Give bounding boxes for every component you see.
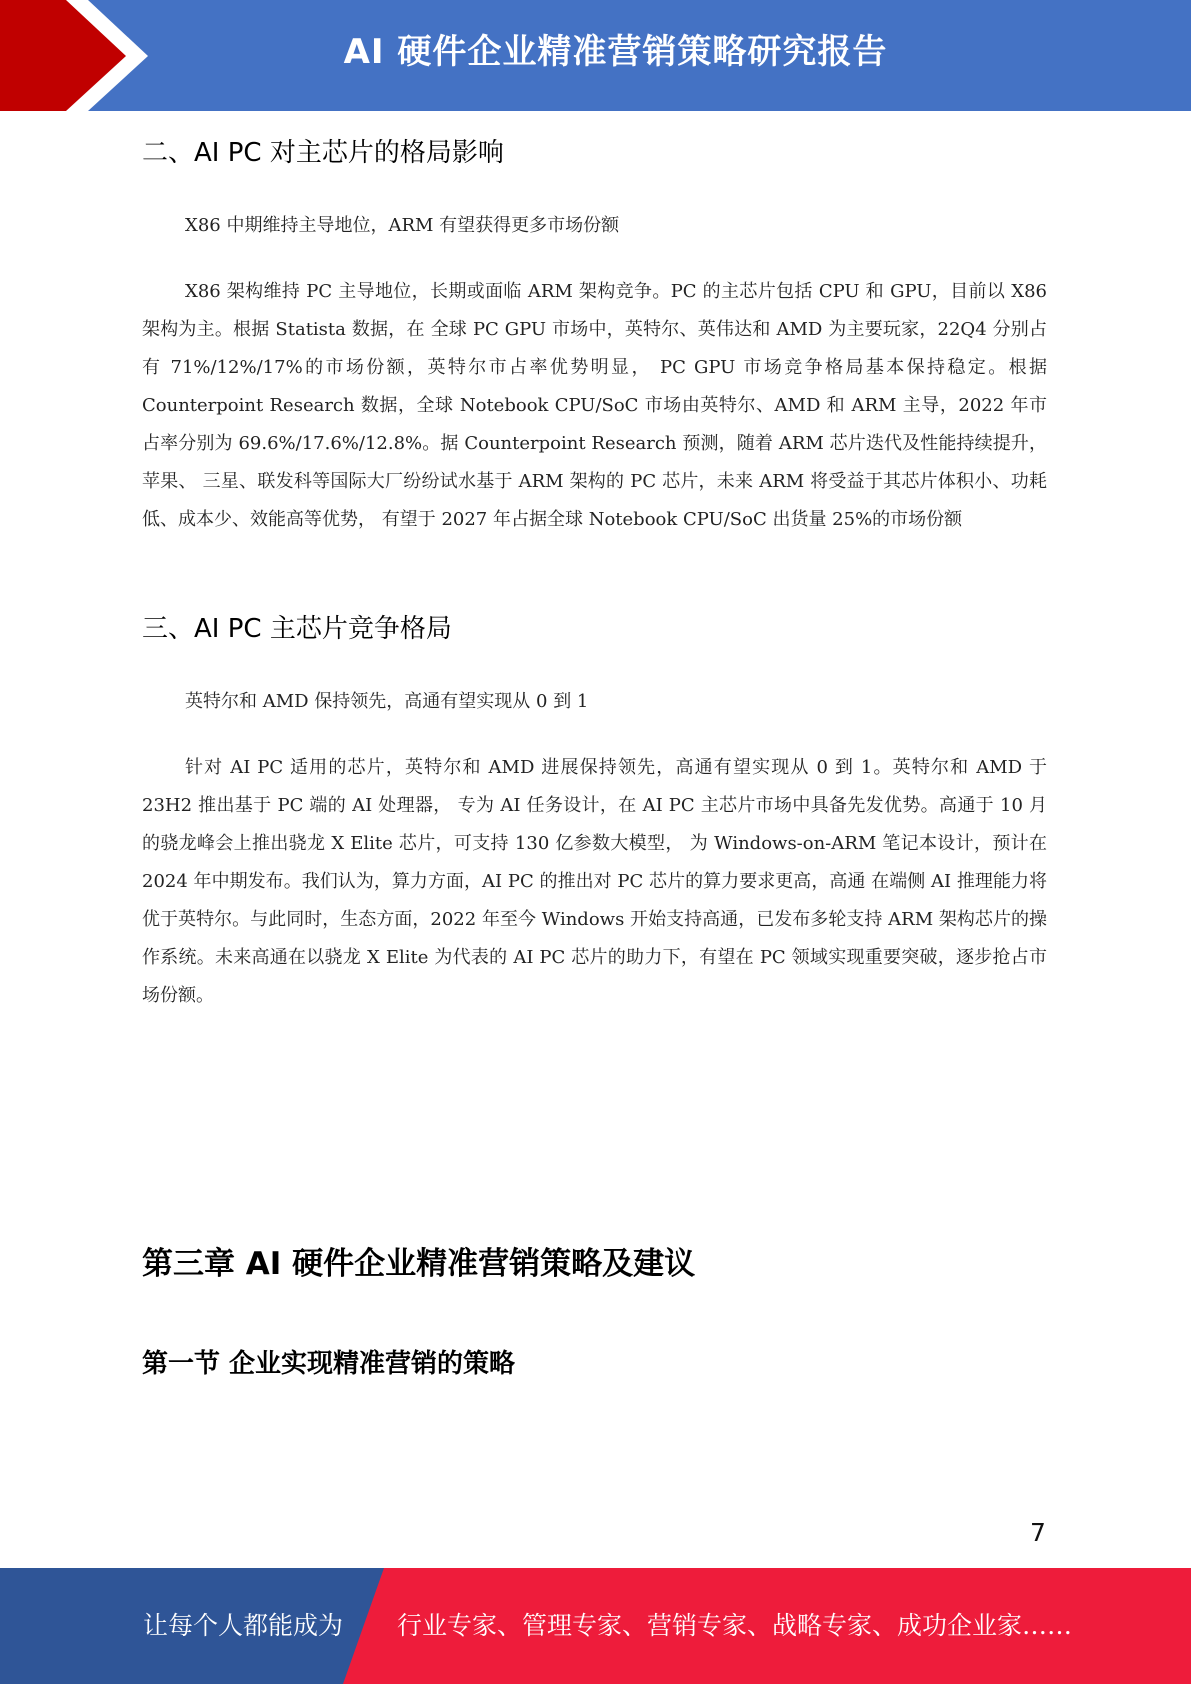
footer-slogan-left: 让每个人都能成为 xyxy=(143,1611,344,1640)
chapter-title: 第三章 AI 硬件企业精准营销策略及建议 xyxy=(142,1246,696,1282)
section-3-subheading: 英特尔和 AMD 保持领先，高通有望实现从 0 到 1 xyxy=(185,691,589,712)
section-heading-3: 三、AI PC 主芯片竞争格局 xyxy=(142,614,452,644)
page-number: 7 xyxy=(1030,1518,1046,1547)
section-3-paragraph: 针对 AI PC 适用的芯片，英特尔和 AMD 进展保持领先，高通有望实现从 0 到 1。英特尔和 AMD 于 23H2 推出基于 PC 端的 AI 处理器， 专为 AI 任务设计，在 AI PC 主芯片市场中具备先发优势。高通于 10 月的骁龙峰会上推出骁龙 X Elite 芯片，可支持 130 亿参数大模型， 为 Windows-on-ARM 笔记本设计，预计在 2024 年中期发布。我们认为，算力方面，AI PC 的推出对 PC 芯片的算力要求更高，高通 在端侧 AI 推理能力将优于英特尔。与此同时，生态方面，2022 年至今 Windows 开始支持高通，已发布多轮支持 ARM 架构芯片的操 作系统。未来高通在以骁龙 X Elite 为代表的 AI PC 芯片的助力下，有望在 PC 领域实现重要突破，逐步抢占市场份额。 xyxy=(142,757,1047,1006)
section-2-paragraph: X86 架构维持 PC 主导地位，长期或面临 ARM 架构竞争。PC 的主芯片包括 CPU 和 GPU，目前以 X86 架构为主。根据 Statista 数据，在 全球 PC GPU 市场中，英特尔、英伟达和 AMD 为主要玩家，22Q4 分别占有 71%/12%/17%的市场份额，英特尔市占率优势明显， PC GPU 市场竞争格局基本保持稳定。根据 Counterpoint Research 数据，全球 Notebook CPU/SoC 市场由英特尔、AMD 和 ARM 主导，2022 年市占率分别为 69.6%/17.6%/12.8%。据 Counterpoint Research 预测，随着 ARM 芯片迭代及性能持续提升，苹果、 三星、联发科等国际大厂纷纷试水基于 ARM 架构的 PC 芯片，未来 ARM 将受益于其芯片体积小、功耗低、成本少、效能高等优势， 有望于 2027 年占据全球 Notebook CPU/SoC 出货量 25%的市场份额 xyxy=(142,281,1047,530)
page-header xyxy=(0,0,1191,111)
section-2-subheading: X86 中期维持主导地位，ARM 有望获得更多市场份额 xyxy=(185,215,620,236)
document-title: AI 硬件企业精准营销策略研究报告 xyxy=(343,32,888,72)
section-heading-2: 二、AI PC 对主芯片的格局影响 xyxy=(142,138,504,168)
page-footer xyxy=(0,1568,1191,1684)
footer-slogan-right: 行业专家、管理专家、营销专家、战略专家、成功企业家…… xyxy=(397,1611,1073,1640)
chapter-section-title: 第一节 企业实现精准营销的策略 xyxy=(142,1349,516,1379)
